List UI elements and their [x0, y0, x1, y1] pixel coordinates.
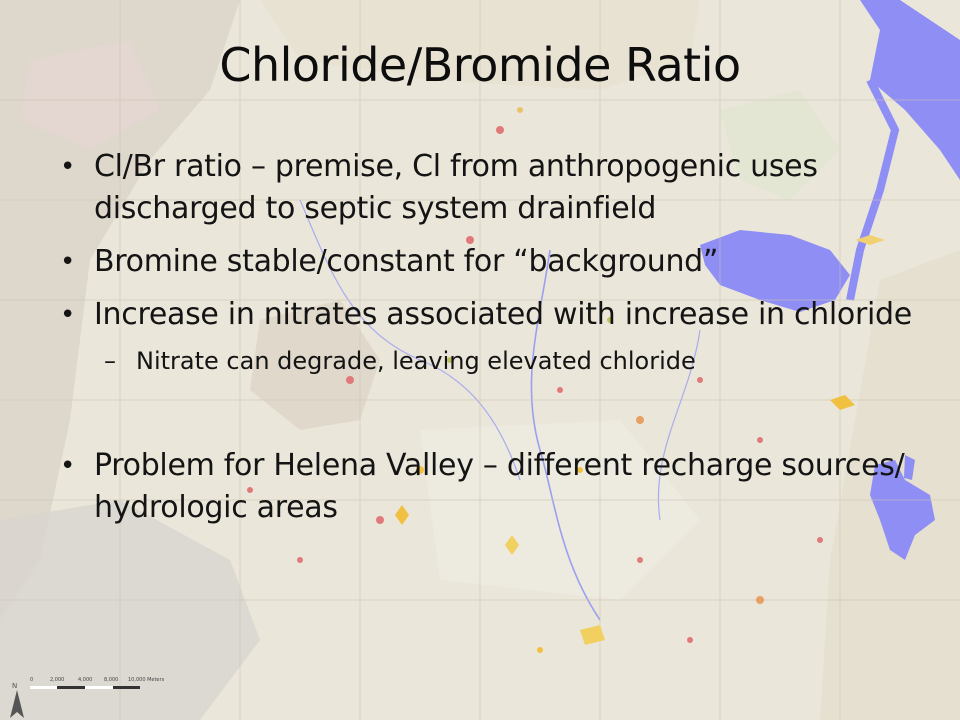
sub-bullet-dash: – [104, 347, 116, 375]
bullet-dot: • [60, 247, 76, 277]
bullet-dot: • [60, 300, 76, 330]
bullet-item [60, 445, 920, 529]
bullet-item [60, 146, 920, 230]
sub-bullet-item [104, 344, 920, 378]
bullet-text: Problem for Helena Valley – different recharge sources/ hydrologic areas [94, 448, 905, 525]
bullet-text: Increase in nitrates associated with increase in chloride [94, 297, 912, 332]
bullet-dot: • [60, 451, 76, 481]
bullet-text: Bromine stable/constant for “background” [94, 244, 719, 279]
slide-title: Chloride/Bromide Ratio [219, 38, 741, 92]
svg-text:10,000 Meters: 10,000 Meters [128, 677, 165, 683]
svg-text:2,000: 2,000 [50, 677, 65, 683]
bullet-list [60, 146, 920, 529]
svg-text:N: N [12, 682, 18, 690]
bullet-item [60, 294, 920, 336]
bullet-text: Cl/Br ratio – premise, Cl from anthropogenic uses discharged to septic system drainfield [94, 149, 818, 226]
bullet-dot: • [60, 152, 76, 182]
sub-bullet-text: Nitrate can degrade, leaving elevated chloride [136, 347, 696, 375]
svg-text:8,000: 8,000 [104, 677, 119, 683]
bullet-item [60, 241, 920, 283]
svg-text:4,000: 4,000 [78, 677, 93, 683]
svg-text:0: 0 [30, 677, 34, 683]
